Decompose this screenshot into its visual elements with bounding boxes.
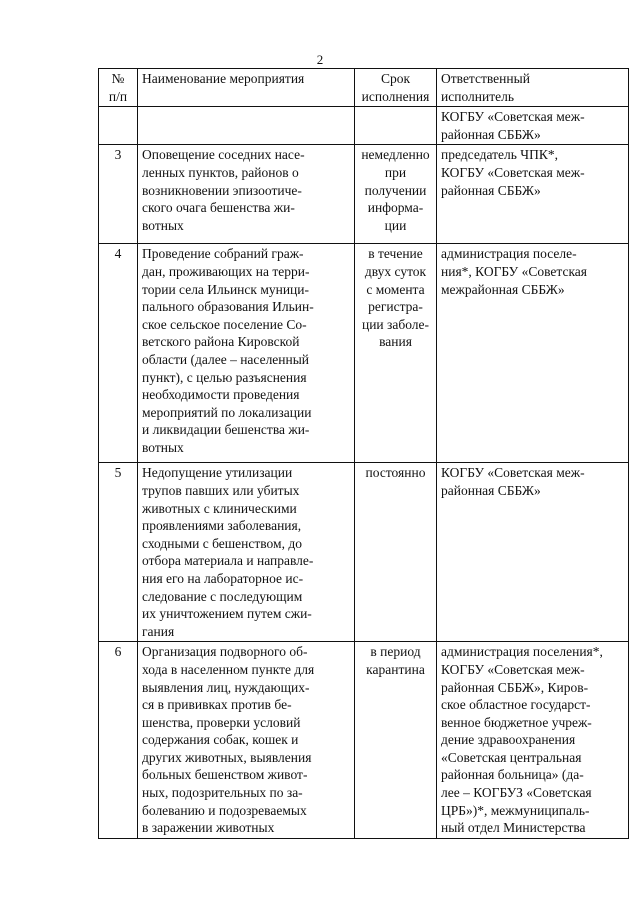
table-row <box>99 244 629 463</box>
row-term: немедленно при получении информа- ции <box>355 145 437 244</box>
table-header-row <box>99 69 629 107</box>
row-num <box>99 107 138 145</box>
row-num: 3 <box>99 145 138 244</box>
table-row <box>99 642 629 839</box>
header-responsible: Ответственный исполнитель <box>437 69 629 107</box>
row-term <box>355 107 437 145</box>
header-name: Наименование мероприятия <box>138 69 355 107</box>
row-term: в период карантина <box>355 642 437 839</box>
row-term: в течение двух суток с момента регистра- ции заболе- вания <box>355 244 437 463</box>
row-name: Проведение собраний граж- дан, проживающих на терри- тории села Ильинск муници- пального образования Ильин- ское сельское поселение Со- ветского района Кировской области (далее – населенный пункт), с целью разъяснения необходимости проведения мероприятий по локализации и ликвидации бешенства жи- вотных <box>138 244 355 463</box>
row-responsible: КОГБУ «Советская меж- районная СББЖ» <box>437 107 629 145</box>
row-name: Оповещение соседних насе- ленных пунктов, районов о возникновении эпизоотиче- ского очага бешенства жи- вотных <box>138 145 355 244</box>
row-num: 4 <box>99 244 138 463</box>
row-name: Недопущение утилизации трупов павших или убитых животных с клиническими проявлениями заболевания, сходными с бешенством, до отбора материала и направле- ния его на лабораторное ис- следование с последующим их уничтожением путем сжи- гания <box>138 463 355 642</box>
table-row <box>99 107 629 145</box>
header-num: № п/п <box>99 69 138 107</box>
row-name <box>138 107 355 145</box>
row-term: постоянно <box>355 463 437 642</box>
table-row <box>99 463 629 642</box>
row-name: Организация подворного об- хода в населенном пункте для выявления лиц, нуждающих- ся в прививках против бе- шенства, проверки условий содержания собак, кошек и других животных, выявления больных бешенством живот- ных, подозрительных по за- болеванию и подозреваемых в заражении животных <box>138 642 355 839</box>
page-number: 2 <box>316 52 324 67</box>
header-term: Срок исполнения <box>355 69 437 107</box>
row-num: 5 <box>99 463 138 642</box>
row-num: 6 <box>99 642 138 839</box>
events-table <box>98 68 629 839</box>
row-responsible: КОГБУ «Советская меж- районная СББЖ» <box>437 463 629 642</box>
row-responsible: председатель ЧПК*, КОГБУ «Советская меж- районная СББЖ» <box>437 145 629 244</box>
table-row <box>99 145 629 244</box>
row-responsible: администрация поселения*, КОГБУ «Советская меж- районная СББЖ», Киров- ское областное государст- венное бюджетное учреж- дение здравоохранения «Советская центральная районная больница» (да- лее – КОГБУЗ «Советская ЦРБ»)*, межмуниципаль- ный отдел Министерства <box>437 642 629 839</box>
row-responsible: администрация поселе- ния*, КОГБУ «Советская межрайонная СББЖ» <box>437 244 629 463</box>
